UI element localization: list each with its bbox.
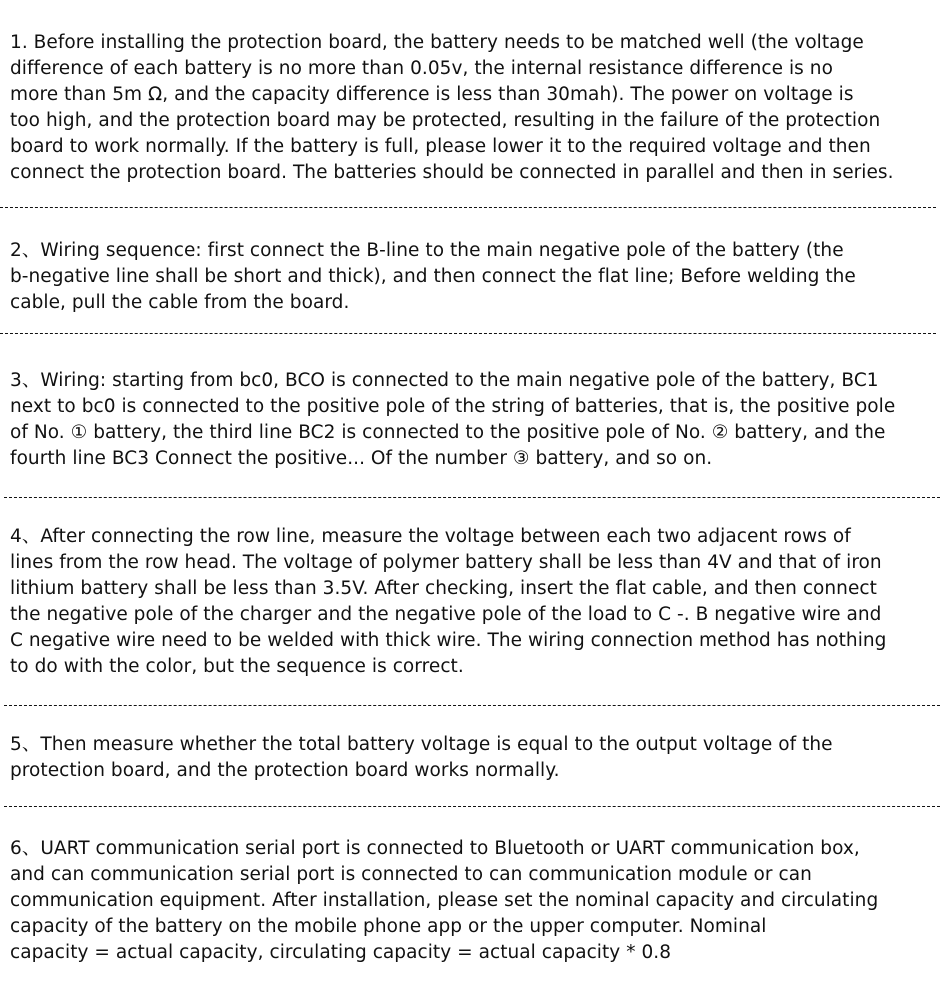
dashed-divider	[4, 806, 940, 807]
instruction-step-4: 4、After connecting the row line, measure the voltage between each two adjacent rows of lines from the row head. The voltage of polymer battery shall be less than 4V and that of iron lithium battery shall be less than 3.5V. After checking, insert the flat cable, and then connect the negative pole of the charger and the negative pole of the load to C -. B negative wire and C negative wire need to be welded with thick wire. The wiring connection method has nothing to do with the color, but the sequence is correct.	[10, 526, 887, 677]
instruction-step-3: 3、Wiring: starting from bc0, BCO is connected to the main negative pole of the battery, BC1 next to bc0 is connected to the positive pole of the string of batteries, that is, the positive pole of No. ① battery, the third line BC2 is connected to the positive pole of No. ② battery, and the fourth line BC3 Connect the positive... Of the number ③ battery, and so on.	[10, 370, 896, 469]
instruction-step-2: 2、Wiring sequence: first connect the B-line to the main negative pole of the battery (the b-negative line shall be short and thick), and then connect the flat line; Before welding the cable, pull the cable from the board.	[10, 240, 856, 313]
instruction-step-1: 1. Before installing the protection board, the battery needs to be matched well (the voltage difference of each battery is no more than 0.05v, the internal resistance difference is no more than 5m Ω, and the capacity difference is less than 30mah). The power on voltage is too high, and the protection board may be protected, resulting in the failure of the protection board to work normally. If the battery is full, please lower it to the required voltage and then connect the protection board. The batteries should be connected in parallel and then in series.	[10, 32, 894, 183]
dashed-divider	[4, 497, 940, 498]
instruction-step-5: 5、Then measure whether the total battery voltage is equal to the output voltage of the protection board, and the protection board works normally.	[10, 734, 833, 781]
dashed-divider	[0, 207, 936, 208]
dashed-divider	[0, 333, 936, 334]
dashed-divider	[4, 705, 940, 706]
instruction-step-6: 6、UART communication serial port is connected to Bluetooth or UART communication box, and can communication serial port is connected to can communication module or can communication equipment. After installation, please set the nominal capacity and circulating capacity of the battery on the mobile phone app or the upper computer. Nominal capacity = actual capacity, circulating capacity = actual capacity * 0.8	[10, 838, 879, 963]
